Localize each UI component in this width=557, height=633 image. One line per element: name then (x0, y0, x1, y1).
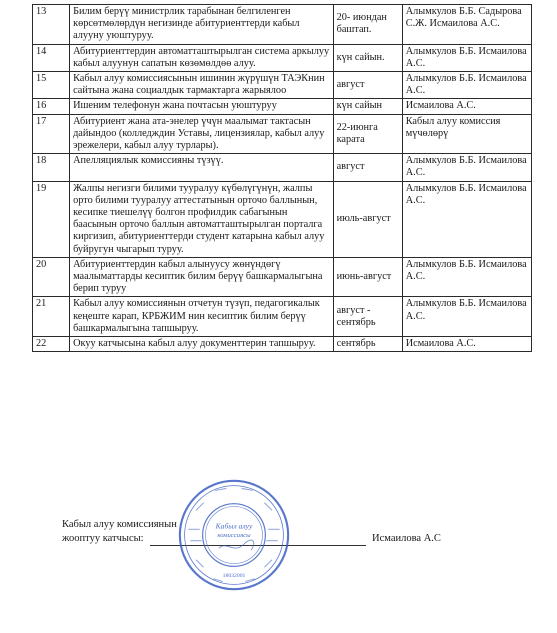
task-cell: Окуу катчысына кабыл алуу документтерин тапшыруу. (70, 337, 334, 352)
admission-plan-table (32, 4, 532, 352)
responsible-cell: Алымкулов Б.Б. Исмаилова А.С. (402, 154, 531, 181)
table-row (33, 114, 532, 154)
responsible-cell: Алымкулов Б.Б. Исмаилова А.С. (402, 257, 531, 297)
responsible-cell: Кабыл алуу комиссия мүчөлөрү (402, 114, 531, 154)
row-number: 19 (33, 181, 70, 257)
table-row (33, 337, 532, 352)
table-row (33, 99, 532, 114)
signature-block (62, 518, 522, 546)
row-number: 17 (33, 114, 70, 154)
term-cell: күн сайын. (333, 44, 402, 71)
task-cell: Ишеним телефонун жана почтасын уюштуруу (70, 99, 334, 114)
term-cell: август (333, 154, 402, 181)
term-cell: август (333, 72, 402, 99)
responsible-cell: Алымкулов Б.Б. Исмаилова А.С. (402, 181, 531, 257)
task-cell: Кабыл алуу комиссиянын отчетун түзүп, педагогикалык кеңеште карап, КРБЖИМ нин кесиптик билим берүү башкармалыгына тапшыруу. (70, 297, 334, 337)
responsible-cell: Алымкулов Б.Б. Исмаилова А.С. (402, 44, 531, 71)
term-cell: август - сентябрь (333, 297, 402, 337)
table-row (33, 181, 532, 257)
task-cell: Жалпы негизги билими тууралуу күбөлүгүнүн, жалпы орто билими тууралуу аттестатынын орточо баллынын, кесипке тиешелүү болгон профилдик сабагынын баасынын орточо баллын автоматташтырылган порталга киргизип, абитуриенттерди студент катарына кабыл алуу буйругун чыгарып туруу. (70, 181, 334, 257)
row-number: 13 (33, 5, 70, 45)
table-row (33, 5, 532, 45)
row-number: 18 (33, 154, 70, 181)
table-row (33, 257, 532, 297)
table-row (33, 72, 532, 99)
row-number: 15 (33, 72, 70, 99)
row-number: 14 (33, 44, 70, 71)
row-number: 22 (33, 337, 70, 352)
term-cell: июнь-август (333, 257, 402, 297)
row-number: 16 (33, 99, 70, 114)
term-cell: күн сайын (333, 99, 402, 114)
official-stamp (177, 478, 291, 592)
term-cell: июль-август (333, 181, 402, 257)
table-row (33, 44, 532, 71)
term-cell: сентябрь (333, 337, 402, 352)
task-cell: Кабыл алуу комиссиясынын ишинин жүрүшүн ТАЭКнин сайтына жана социалдык тармактарга жарыялоо (70, 72, 334, 99)
task-cell: Абитуриенттердин автоматташтырылган система аркылуу кабыл алуунун сапатын көзөмөлдөө алуу. (70, 44, 334, 71)
task-cell: Абитуриенттердин кабыл алынуусу жөнүндөгү маалыматтарды кесиптик билим берүү башкармалыгына берип туруу (70, 257, 334, 297)
row-number: 21 (33, 297, 70, 337)
responsible-cell: Исмаилова А.С. (402, 99, 531, 114)
stamp-inner-text-2: комиссиясы (217, 531, 251, 539)
responsible-cell: Алымкулов Б.Б. Исмаилова А.С. (402, 72, 531, 99)
term-cell: 20- июндан баштап. (333, 5, 402, 45)
term-cell: 22-июнга карата (333, 114, 402, 154)
task-cell: Абитуриент жана ата-энелер үчүн маалымат тактасын дайындоо (колледждин Уставы, лицензиялар, кабыл алуу эрежелери, кабыл алуу турлары). (70, 114, 334, 154)
signature-name: Исмаилова А.С (372, 533, 441, 544)
stamp-inner-text-1: Кабыл алуу (215, 521, 253, 531)
responsible-cell: Алымкулов Б.Б. Исмаилова А.С. (402, 297, 531, 337)
stamp-number: 18032001 (222, 572, 246, 579)
responsible-cell: Исмаилова А.С. (402, 337, 531, 352)
row-number: 20 (33, 257, 70, 297)
signature-label-line1: Кабыл алуу комиссиянын (62, 519, 177, 530)
table-row (33, 297, 532, 337)
task-cell: Билим берүү министрлик тарабынан белгиленген көрсөтмөлөрдүн негизинде абитуриенттерди кабыл алууну уюштуруу. (70, 5, 334, 45)
task-cell: Апелляциялык комиссияны түзүү. (70, 154, 334, 181)
table-row (33, 154, 532, 181)
signature-label-line2: жооптуу катчысы: (62, 533, 144, 544)
responsible-cell: Алымкулов Б.Б. Садырова С.Ж. Исмаилова А.С. (402, 5, 531, 45)
